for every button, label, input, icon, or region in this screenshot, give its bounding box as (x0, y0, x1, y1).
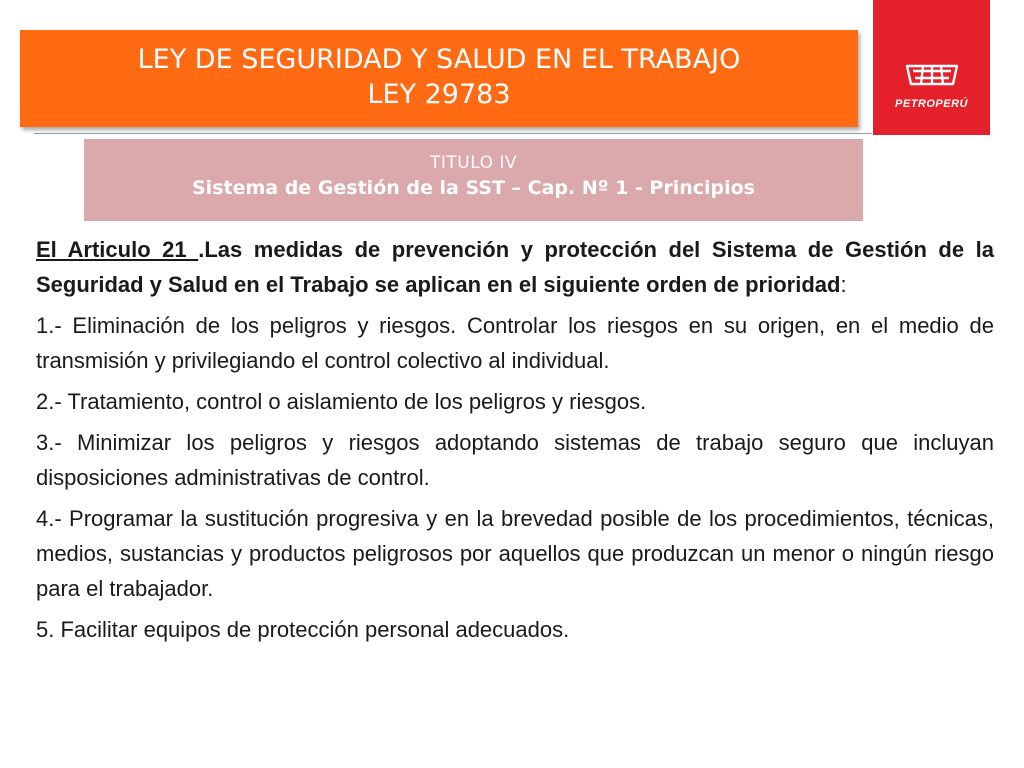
title-line-1: LEY DE SEGURIDAD Y SALUD EN EL TRABAJO (137, 44, 741, 75)
article-intro-colon: : (840, 272, 847, 297)
list-item: 2.- Tratamiento, control o aislamiento de los peligros y riesgos. (36, 389, 647, 414)
list-item: 3.- Minimizar los peligros y riesgos adoptando sistemas de trabajo seguro que incluyan disposiciones administrativas de control. (36, 430, 994, 490)
article-reference: El Articulo 21 (36, 237, 199, 262)
article-intro (36, 232, 994, 302)
title-divider (34, 133, 872, 134)
petroperu-logo-icon (903, 60, 961, 88)
list-item: 5. Facilitar equipos de protección personal adecuados. (36, 617, 570, 642)
article-content (36, 232, 994, 653)
section-title: TITULO IV (429, 153, 518, 173)
list-item: 4.- Programar la sustitución progresiva y en la brevedad posible de los procedimientos, técnicas, medios, sustancias y productos peligrosos por aquellos que produzcan un menor o ningún riesgo para el trabajador. (36, 506, 994, 601)
title-banner (20, 30, 858, 127)
article-intro-text: .Las medidas de prevención y protección del Sistema de Gestión de la Seguridad y Salud en el Trabajo se aplican en el siguiente orden de prioridad (36, 237, 995, 297)
section-subtitle-banner (84, 139, 863, 221)
title-line-2: LEY 29783 (367, 79, 511, 110)
section-subtitle: Sistema de Gestión de la SST – Cap. Nº 1 - Principios (192, 177, 755, 199)
brand-name: PETROPERÚ (895, 98, 968, 110)
brand-logo-panel (873, 0, 990, 135)
list-item: 1.- Eliminación de los peligros y riesgos. Controlar los riesgos en su origen, en el medio de transmisión y privilegiando el control colectivo al individual. (36, 313, 994, 373)
